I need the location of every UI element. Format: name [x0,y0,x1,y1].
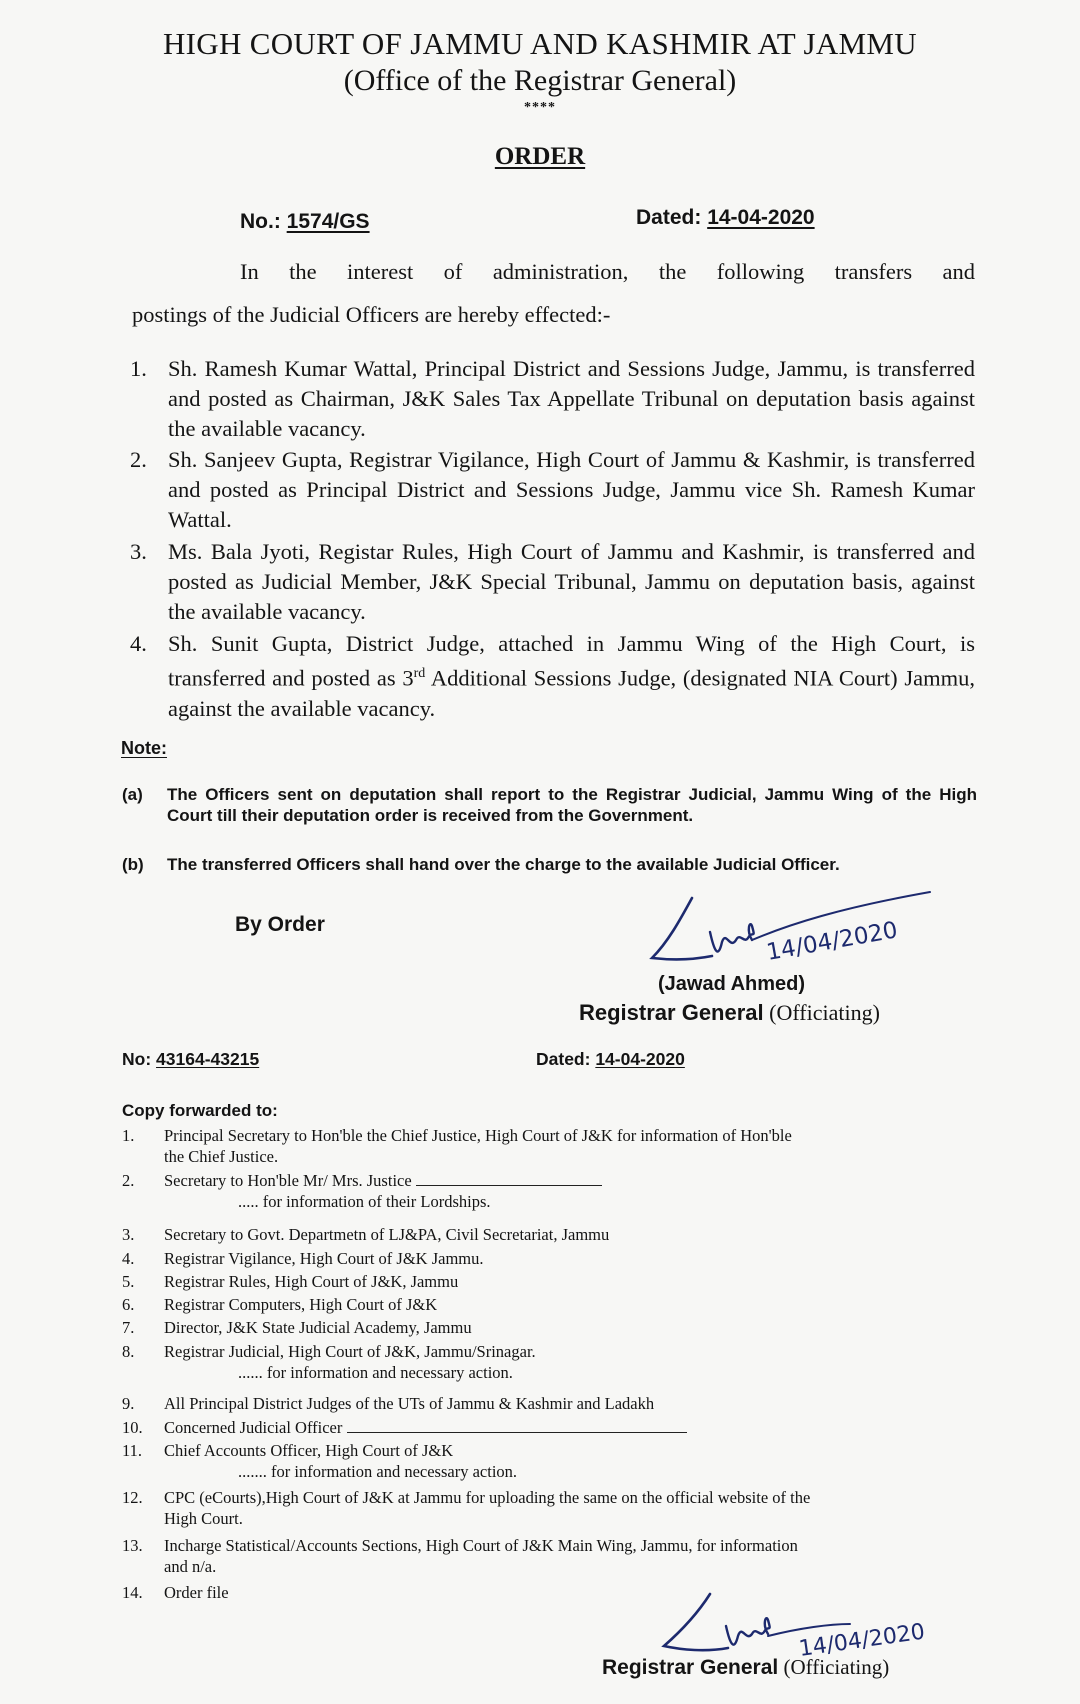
final-signer-title-paren: (Officiating) [778,1655,890,1679]
copy-line: and n/a. [164,1557,217,1576]
copy-forwarded-heading: Copy forwarded to: [122,1101,278,1120]
copy-item-number: 1. [122,1126,135,1145]
copy-line: the Chief Justice. [164,1147,279,1166]
signer-title [579,1000,880,1026]
by-order: By Order [235,913,325,936]
transfer-item-number: 2. [130,447,147,472]
copy-line: Principal Secretary to Hon'ble the Chief Justice, High Court of J&K for information of Hon'ble [164,1126,792,1145]
order-date-value: 14-04-2020 [707,206,815,229]
endorsement-date [536,1049,685,1070]
copy-line: Chief Accounts Officer, High Court of J&K [164,1441,454,1460]
final-signer-title-bold: Registrar General [602,1656,779,1679]
copy-item-number: 13. [122,1536,143,1555]
transfer-item-number: 1. [130,356,147,381]
copy-item-text [164,1487,982,1529]
copy-line: ...... for information and necessary action. [238,1363,513,1382]
court-name: HIGH COURT OF JAMMU AND KASHMIR AT JAMMU [163,26,917,61]
intro-line-1: In the interest of administration, the following transfers and [240,259,975,284]
transfer-item-text [168,629,975,724]
copy-item-text [164,1170,982,1212]
transfer-text-part: Additional Sessions Judge, (designated NIA Court) Jammu, against the available vacancy. [168,665,975,721]
copy-item-number: 9. [122,1394,135,1413]
signature-date: 14/04/2020 [764,917,900,966]
final-signature-date: 14/04/2020 [797,1619,927,1662]
note-item-text: The transferred Officers shall hand over the charge to the available Judicial Officer. [167,855,840,874]
order-date [636,206,815,230]
transfer-item-number: 3. [130,539,147,564]
separator-stars: **** [524,100,556,115]
signer-name: (Jawad Ahmed) [658,973,806,995]
note-label: Note: [121,738,167,758]
copy-line: ....... for information and necessary action. [238,1462,518,1481]
copy-item-text [164,1535,982,1577]
copy-line: Secretary to Hon'ble Mr/ Mrs. Justice [164,1171,412,1190]
copy-item-text: Registrar Vigilance, High Court of J&K Jammu. [164,1249,484,1268]
copy-item-number: 14. [122,1583,143,1602]
copy-item-text: Director, J&K State Judicial Academy, Jammu [164,1318,472,1337]
endorsement-date-label: Dated: [536,1049,591,1069]
transfer-item-text: Sh. Ramesh Kumar Wattal, Principal District and Sessions Judge, Jammu, is transferred and posted as Chairman, J&K Sales Tax Appellate Tribunal on deputation basis against the available vacancy. [168,356,975,441]
copy-item-number: 3. [122,1225,135,1244]
copy-item-text: Registrar Rules, High Court of J&K, Jammu [164,1272,459,1291]
copy-line: High Court. [164,1509,243,1528]
order-date-label: Dated: [636,206,702,229]
note-item-label: (a) [122,785,143,804]
copy-item-text [164,1440,982,1482]
note-item-text: The Officers sent on deputation shall report to the Registrar Judicial, Jammu Wing of the High Court till their deputation order is received from the Government. [167,785,977,825]
endorsement-number-label: No: [122,1049,152,1069]
transfer-item-text: Sh. Sanjeev Gupta, Registrar Vigilance, High Court of Jammu & Kashmir, is transferred and posted as Principal District and Sessions Judge, Jammu vice Sh. Ramesh Kumar Wattal. [168,447,975,532]
endorsement-number-value: 43164-43215 [156,1049,260,1069]
copy-item-number: 2. [122,1171,135,1190]
copy-line: CPC (eCourts),High Court of J&K at Jammu for uploading the same on the official website of the [164,1488,811,1507]
order-number-label: No.: [240,210,281,233]
endorsement-number [122,1049,259,1070]
order-title-text: ORDER [494,143,586,170]
copy-item-number: 12. [122,1488,143,1507]
copy-item-text: Registrar Computers, High Court of J&K [164,1295,438,1314]
office-name: (Office of the Registrar General) [343,64,737,97]
copy-item-text: All Principal District Judges of the UTs of Jammu & Kashmir and Ladakh [164,1394,655,1413]
copy-item-text [164,1341,982,1383]
copy-line: Registrar Judicial, High Court of J&K, Jammu/Srinagar. [164,1342,536,1361]
copy-item-text: Order file [164,1583,229,1602]
signer-title-paren: (Officiating) [763,1000,880,1025]
transfer-text-part: Sh. Sunit Gupta, District Judge, attached in Jammu Wing of the High Court, is transferred and posted as 3 [168,631,975,691]
copy-item-number: 5. [122,1272,135,1291]
copy-item-number: 6. [122,1295,135,1314]
blank-line [416,1171,602,1186]
copy-line: Concerned Judicial Officer [164,1418,343,1437]
order-title [0,143,1080,171]
note-item-label: (b) [122,855,144,874]
ordinal-suffix: rd [413,666,426,681]
signer-title-bold: Registrar General [579,1000,764,1025]
order-number-value: 1574/GS [286,210,370,233]
copy-item-number: 8. [122,1342,135,1361]
endorsement-date-value: 14-04-2020 [595,1049,685,1069]
copy-item-number: 10. [122,1418,143,1437]
copy-line: ..... for information of their Lordships. [238,1192,491,1211]
copy-item-number: 7. [122,1318,135,1337]
transfer-item-text: Ms. Bala Jyoti, Registar Rules, High Court of Jammu and Kashmir, is transferred and posted as Judicial Member, J&K Special Tribunal, Jammu on deputation basis, against the available vacancy. [168,539,975,624]
blank-line [347,1418,687,1433]
transfer-item-number: 4. [130,631,147,656]
final-signer-title [602,1655,889,1680]
copy-item-number: 4. [122,1249,135,1268]
copy-item-text [164,1125,982,1167]
copy-line: Incharge Statistical/Accounts Sections, High Court of J&K Main Wing, Jammu, for information [164,1536,798,1555]
copy-item-text: Secretary to Govt. Departmetn of LJ&PA, Civil Secretariat, Jammu [164,1225,610,1244]
intro-line-2: postings of the Judicial Officers are hereby effected:- [132,302,611,327]
copy-item-number: 11. [122,1441,143,1460]
copy-item-text [164,1417,982,1438]
order-number [240,210,370,234]
